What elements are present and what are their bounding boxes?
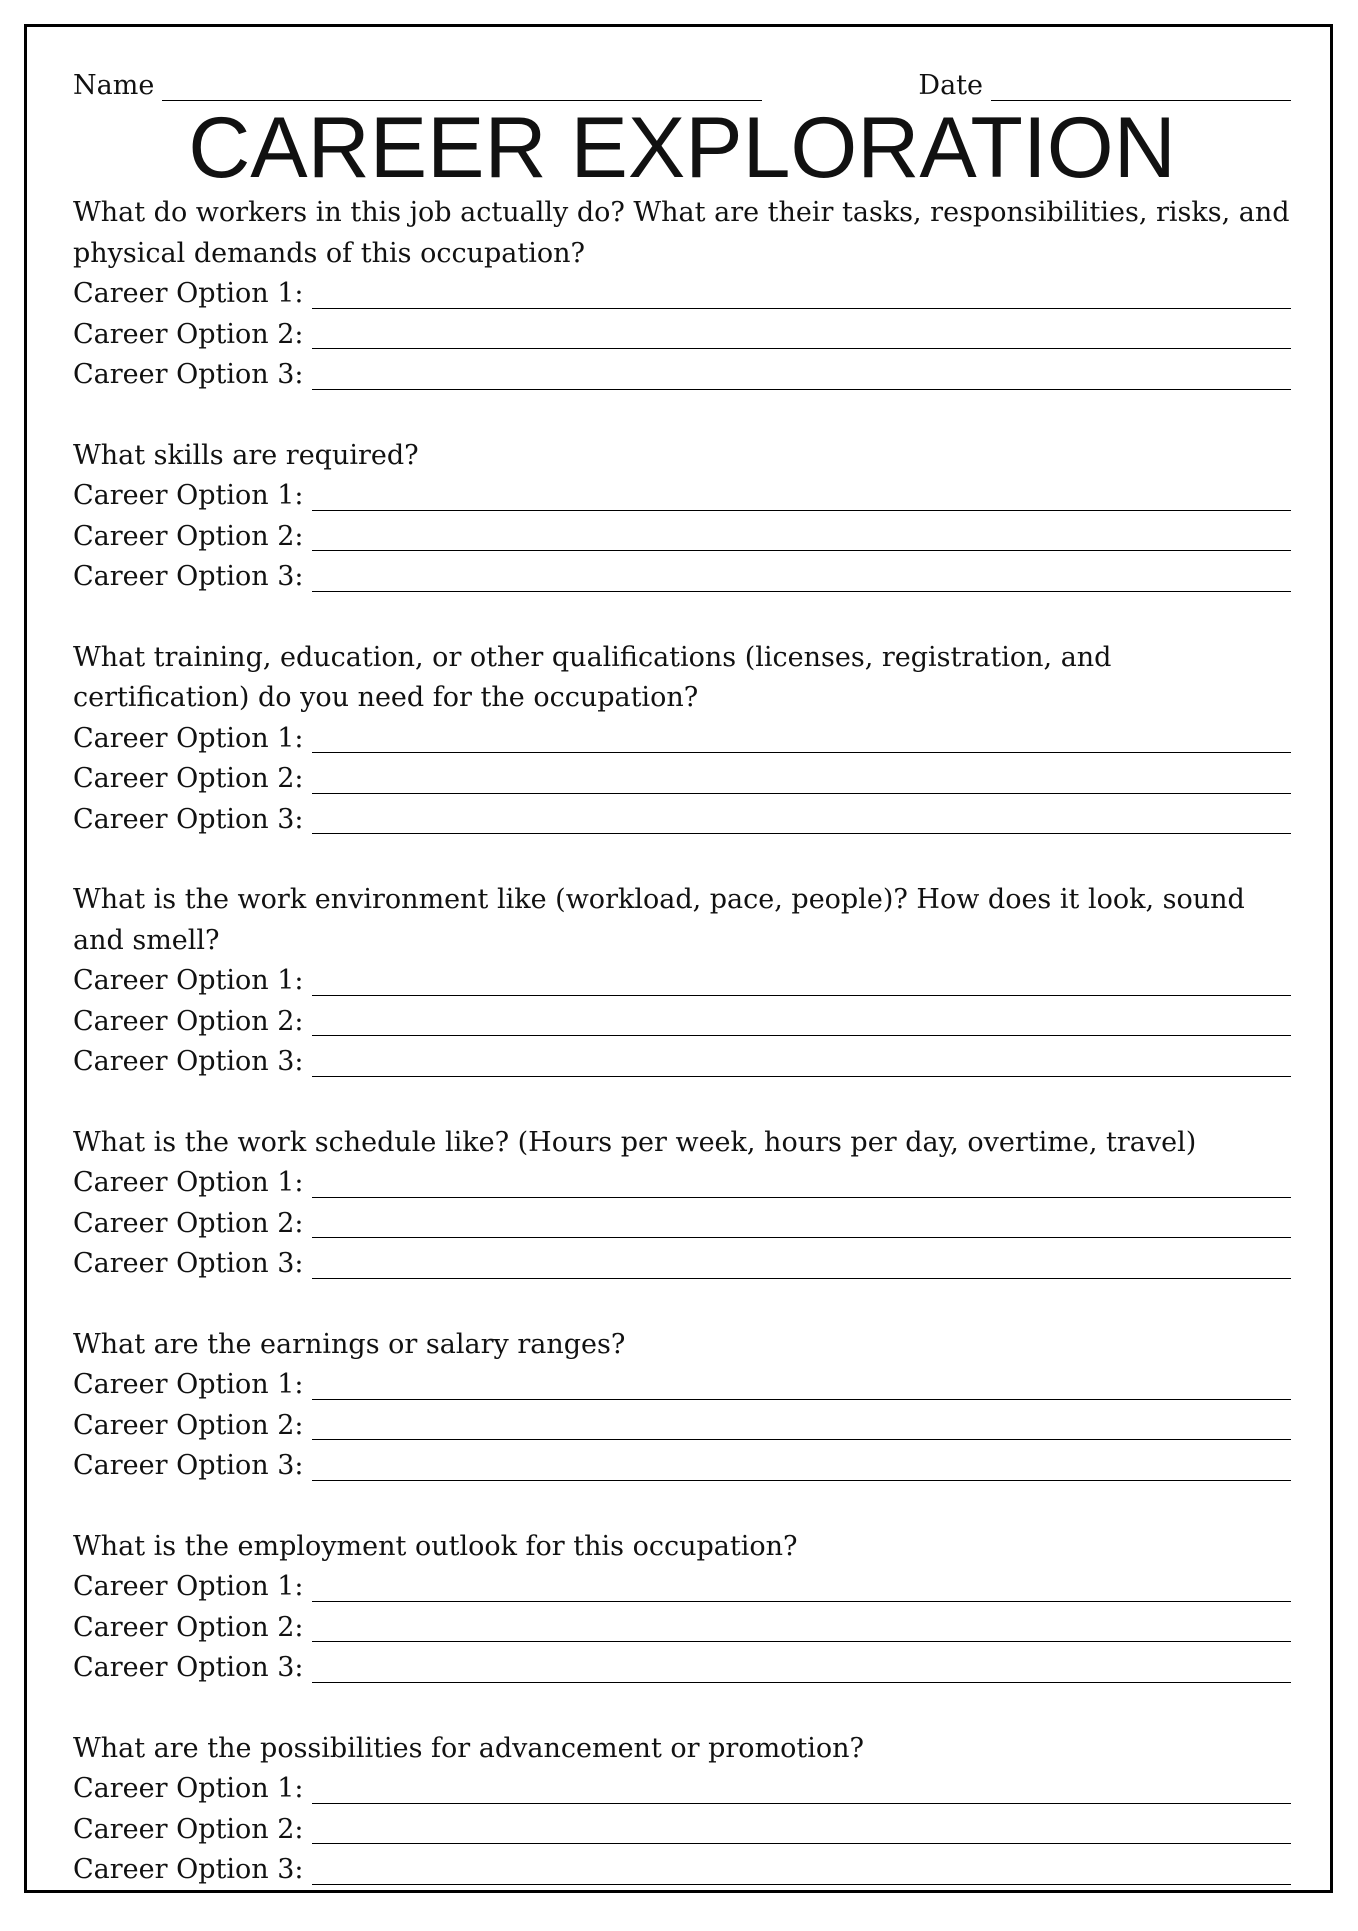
date-field [918,70,1291,101]
name-field [73,70,762,101]
career-option-row [73,1163,1291,1204]
career-option-label: Career Option 2: [73,520,304,552]
career-option-answer-line[interactable] [312,1570,1291,1602]
question-text: What is the work environment like (workload, pace, people)? How does it look, sound and smell? [73,884,1245,956]
question-text: What do workers in this job actually do? What are their tasks, responsibilities, risks, and physical demands of this occupation? [73,197,1290,269]
question-section [73,1325,1291,1487]
career-option-label: Career Option 1: [73,480,304,511]
career-option-answer-line[interactable] [312,1772,1291,1804]
career-option-label: Career Option 1: [73,278,304,309]
career-option-answer-line[interactable] [312,964,1291,996]
career-option-label: Career Option 2: [73,1409,304,1441]
question-text: What is the employment outlook for this occupation? [73,1530,798,1562]
career-option-row [73,1446,1291,1487]
career-option-answer-line[interactable] [312,1408,1291,1440]
question-text: What skills are required? [73,439,419,471]
career-option-label: Career Option 3: [73,1854,304,1885]
career-option-label: Career Option 1: [73,965,304,996]
question-text: What training, education, or other qualifications (licenses, registration, and certification) do you need for the occupation? [73,641,1112,713]
career-option-answer-line[interactable] [312,317,1291,349]
career-option-label: Career Option 1: [73,722,304,754]
career-option-row [73,557,1291,598]
date-input-line[interactable] [991,72,1291,101]
career-option-answer-line[interactable] [312,277,1291,309]
name-label: Name [73,70,155,101]
career-option-row [73,1648,1291,1689]
career-option-label: Career Option 1: [73,1571,304,1602]
career-option-answer-line[interactable] [312,1812,1291,1844]
career-option-row [73,274,1291,315]
page-title: CAREER EXPLORATION [188,100,1176,196]
career-option-row [73,517,1291,558]
question-text: What are the possibilities for advancement or promotion? [73,1732,865,1764]
career-option-label: Career Option 3: [73,1046,304,1077]
career-option-row [73,1406,1291,1447]
career-option-label: Career Option 1: [73,1167,304,1198]
career-option-answer-line[interactable] [312,1045,1291,1077]
career-option-answer-line[interactable] [312,721,1291,753]
career-option-label: Career Option 2: [73,1813,304,1845]
question-text: What is the work schedule like? (Hours per week, hours per day, overtime, travel) [73,1126,1197,1158]
career-option-answer-line[interactable] [312,560,1291,592]
career-option-row [73,759,1291,800]
career-option-row [73,1244,1291,1285]
career-option-answer-line[interactable] [312,1368,1291,1400]
name-input-line[interactable] [162,72,762,101]
career-option-answer-line[interactable] [312,1166,1291,1198]
career-option-row [73,1002,1291,1043]
career-option-answer-line[interactable] [312,1247,1291,1279]
question-section [73,1527,1291,1689]
question-section [73,436,1291,598]
career-option-answer-line[interactable] [312,1004,1291,1036]
career-option-answer-line[interactable] [312,358,1291,390]
career-option-row [73,1608,1291,1649]
career-option-answer-line[interactable] [312,1610,1291,1642]
career-option-label: Career Option 3: [73,1248,304,1279]
question-sections [73,193,1291,1891]
career-option-row [73,1810,1291,1851]
career-option-answer-line[interactable] [312,1449,1291,1481]
career-option-label: Career Option 2: [73,1005,304,1037]
worksheet-border [24,24,1333,1893]
career-option-row [73,1042,1291,1083]
question-section [73,1123,1291,1285]
career-option-label: Career Option 2: [73,763,304,794]
career-option-row [73,961,1291,1002]
career-option-label: Career Option 1: [73,1773,304,1804]
career-option-answer-line[interactable] [312,519,1291,551]
header-row [73,61,1291,101]
question-section [73,1729,1291,1891]
career-option-row [73,1850,1291,1891]
question-text: What are the earnings or salary ranges? [73,1328,626,1360]
career-option-label: Career Option 3: [73,359,304,390]
career-option-row [73,355,1291,396]
career-option-row [73,1567,1291,1608]
career-option-row [73,719,1291,760]
career-option-label: Career Option 1: [73,1369,304,1400]
question-section [73,880,1291,1083]
worksheet-content [73,61,1291,1931]
career-option-answer-line[interactable] [312,762,1291,794]
career-option-row [73,800,1291,841]
career-option-row [73,1365,1291,1406]
career-option-row [73,315,1291,356]
career-option-label: Career Option 3: [73,1652,304,1683]
career-option-answer-line[interactable] [312,802,1291,834]
career-option-row [73,476,1291,517]
career-option-label: Career Option 2: [73,318,304,350]
question-section [73,638,1291,841]
career-option-answer-line[interactable] [312,1853,1291,1885]
career-option-label: Career Option 3: [73,803,304,835]
career-option-label: Career Option 2: [73,1611,304,1643]
career-option-label: Career Option 3: [73,561,304,592]
date-label: Date [918,70,983,101]
career-option-row [73,1204,1291,1245]
career-option-label: Career Option 3: [73,1450,304,1481]
career-option-answer-line[interactable] [312,1651,1291,1683]
career-option-answer-line[interactable] [312,479,1291,511]
career-option-row [73,1769,1291,1810]
career-option-label: Career Option 2: [73,1207,304,1239]
career-option-answer-line[interactable] [312,1206,1291,1238]
question-section [73,193,1291,396]
